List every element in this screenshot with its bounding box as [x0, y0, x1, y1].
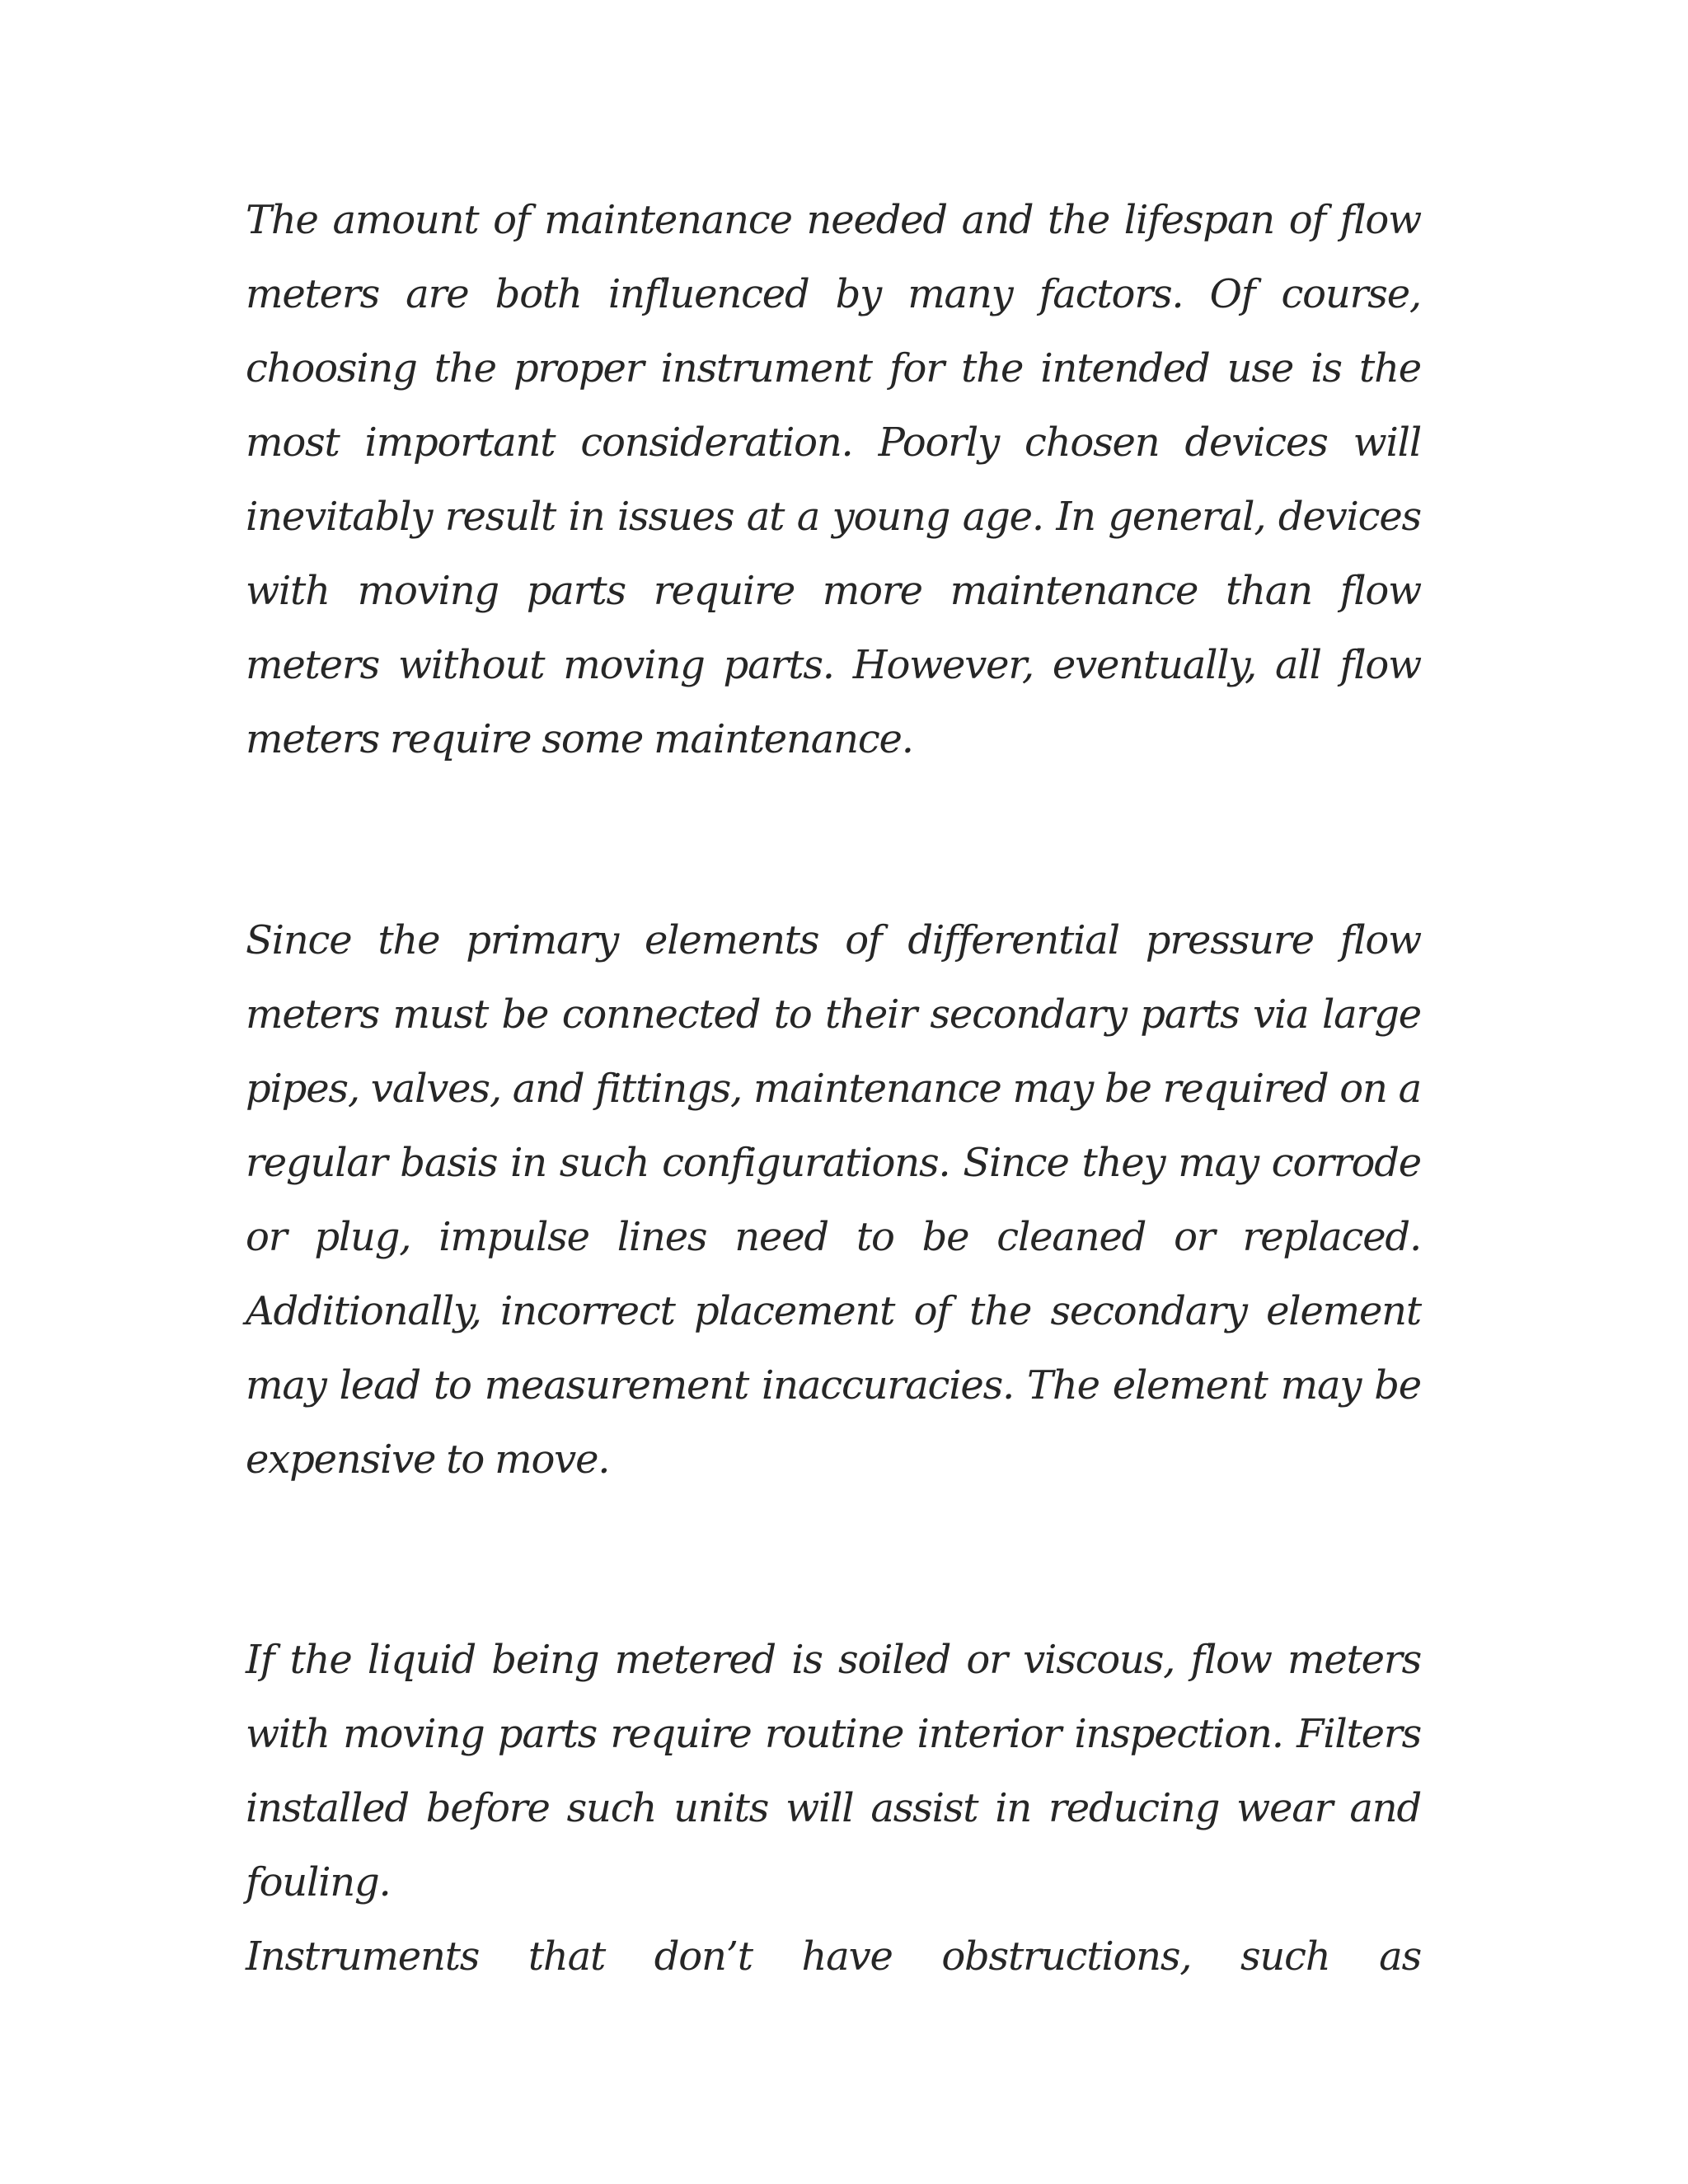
paragraph-2: Since the primary elements of differential pressure flow meters must be connected to their secondary parts via large pipes, valves, and fittings, maintenance may be required on a regular basis in such configurations. Since they may corrode or plug, impulse lines need to be cleaned or replaced. Additionally, incorrect placement of the secondary element may lead to measurement inaccuracies. The element may be expensive to move.	[246, 917, 1421, 1483]
paragraph-3-text: If the liquid being metered is soiled or viscous, flow meters with moving parts require routine interior inspection. Filters installed before such units will assist in reducing wear and fouling.	[246, 1637, 1421, 1905]
paragraph-3	[246, 1623, 1421, 1994]
paragraph-1: The amount of maintenance needed and the lifespan of flow meters are both influenced by many factors. Of course, choosing the proper instrument for the intended use is the most important consideration. Poorly chosen devices will inevitably result in issues at a young age. In general, devices with moving parts require more maintenance than flow meters without moving parts. However, eventually, all flow meters require some maintenance.	[246, 197, 1421, 762]
paragraph-3-last-line: Instruments that don’t have obstructions, such as	[246, 1933, 1421, 1980]
